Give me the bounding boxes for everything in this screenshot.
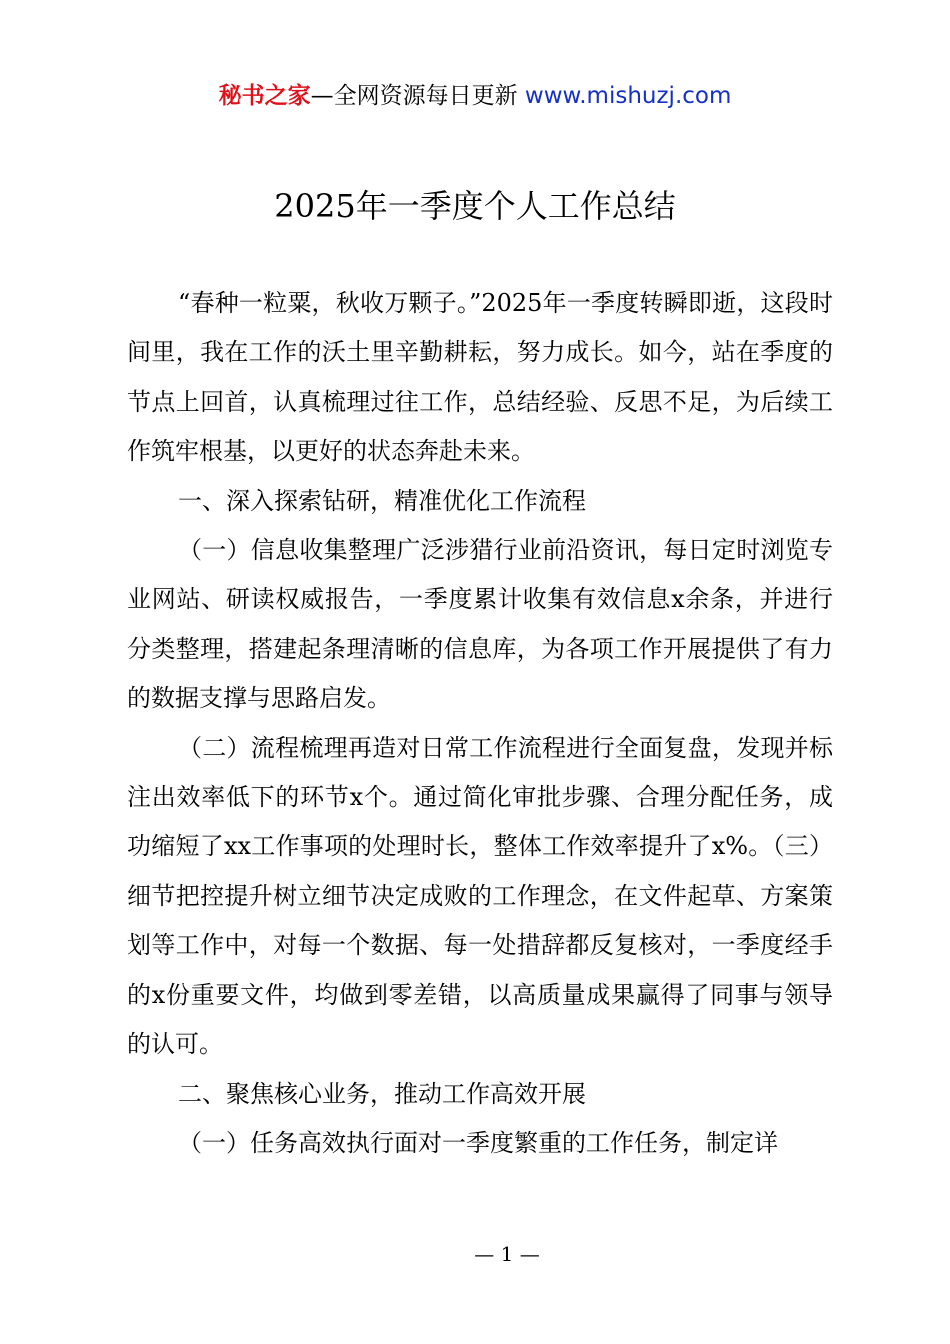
site-header [0, 80, 950, 112]
paragraph-process-review: （二）流程梳理再造对日常工作流程进行全面复盘，发现并标注出效率低下的环节x个。通过简化审批步骤、合理分配任务，成功缩短了xx工作事项的处理时长，整体工作效率提升了x%。（三）细节把控提升树立细节决定成败的工作理念，在文件起草、方案策划等工作中，对每一个数据、每一处措辞都反复核对，一季度经手的x份重要文件，均做到零差错，以高质量成果赢得了同事与领导的认可。 [127, 733, 833, 1059]
page-number: — 1 — [474, 1242, 540, 1266]
paragraph-intro: “春种一粒粟，秋收万颗子。”2025年一季度转瞬即逝，这段时间里，我在工作的沃土里辛勤耕耘，努力成长。如今，站在季度的节点上回首，认真梳理过往工作，总结经验、反思不足，为后续工作筑牢根基，以更好的状态奔赴未来。 [127, 289, 833, 466]
site-brand: 秘书之家 [218, 83, 311, 109]
site-slogan: —全网资源每日更新 [310, 83, 518, 109]
section-heading-1: 一、深入探索钻研，精准优化工作流程 [178, 486, 586, 515]
document-title: 2025年一季度个人工作总结 [274, 187, 676, 225]
paragraph-task-execution: （一）任务高效执行面对一季度繁重的工作任务，制定详 [178, 1128, 778, 1157]
paragraph-info-collection: （一）信息收集整理广泛涉猎行业前沿资讯，每日定时浏览专业网站、研读权威报告，一季度累计收集有效信息x余条，并进行分类整理，搭建起条理清晰的信息库，为各项工作开展提供了有力的数据支撑与思路启发。 [127, 536, 833, 713]
document-body [127, 279, 833, 1168]
site-url-link[interactable]: www.mishuzj.com [524, 83, 732, 109]
section-heading-2: 二、聚焦核心业务，推动工作高效开展 [178, 1079, 586, 1108]
